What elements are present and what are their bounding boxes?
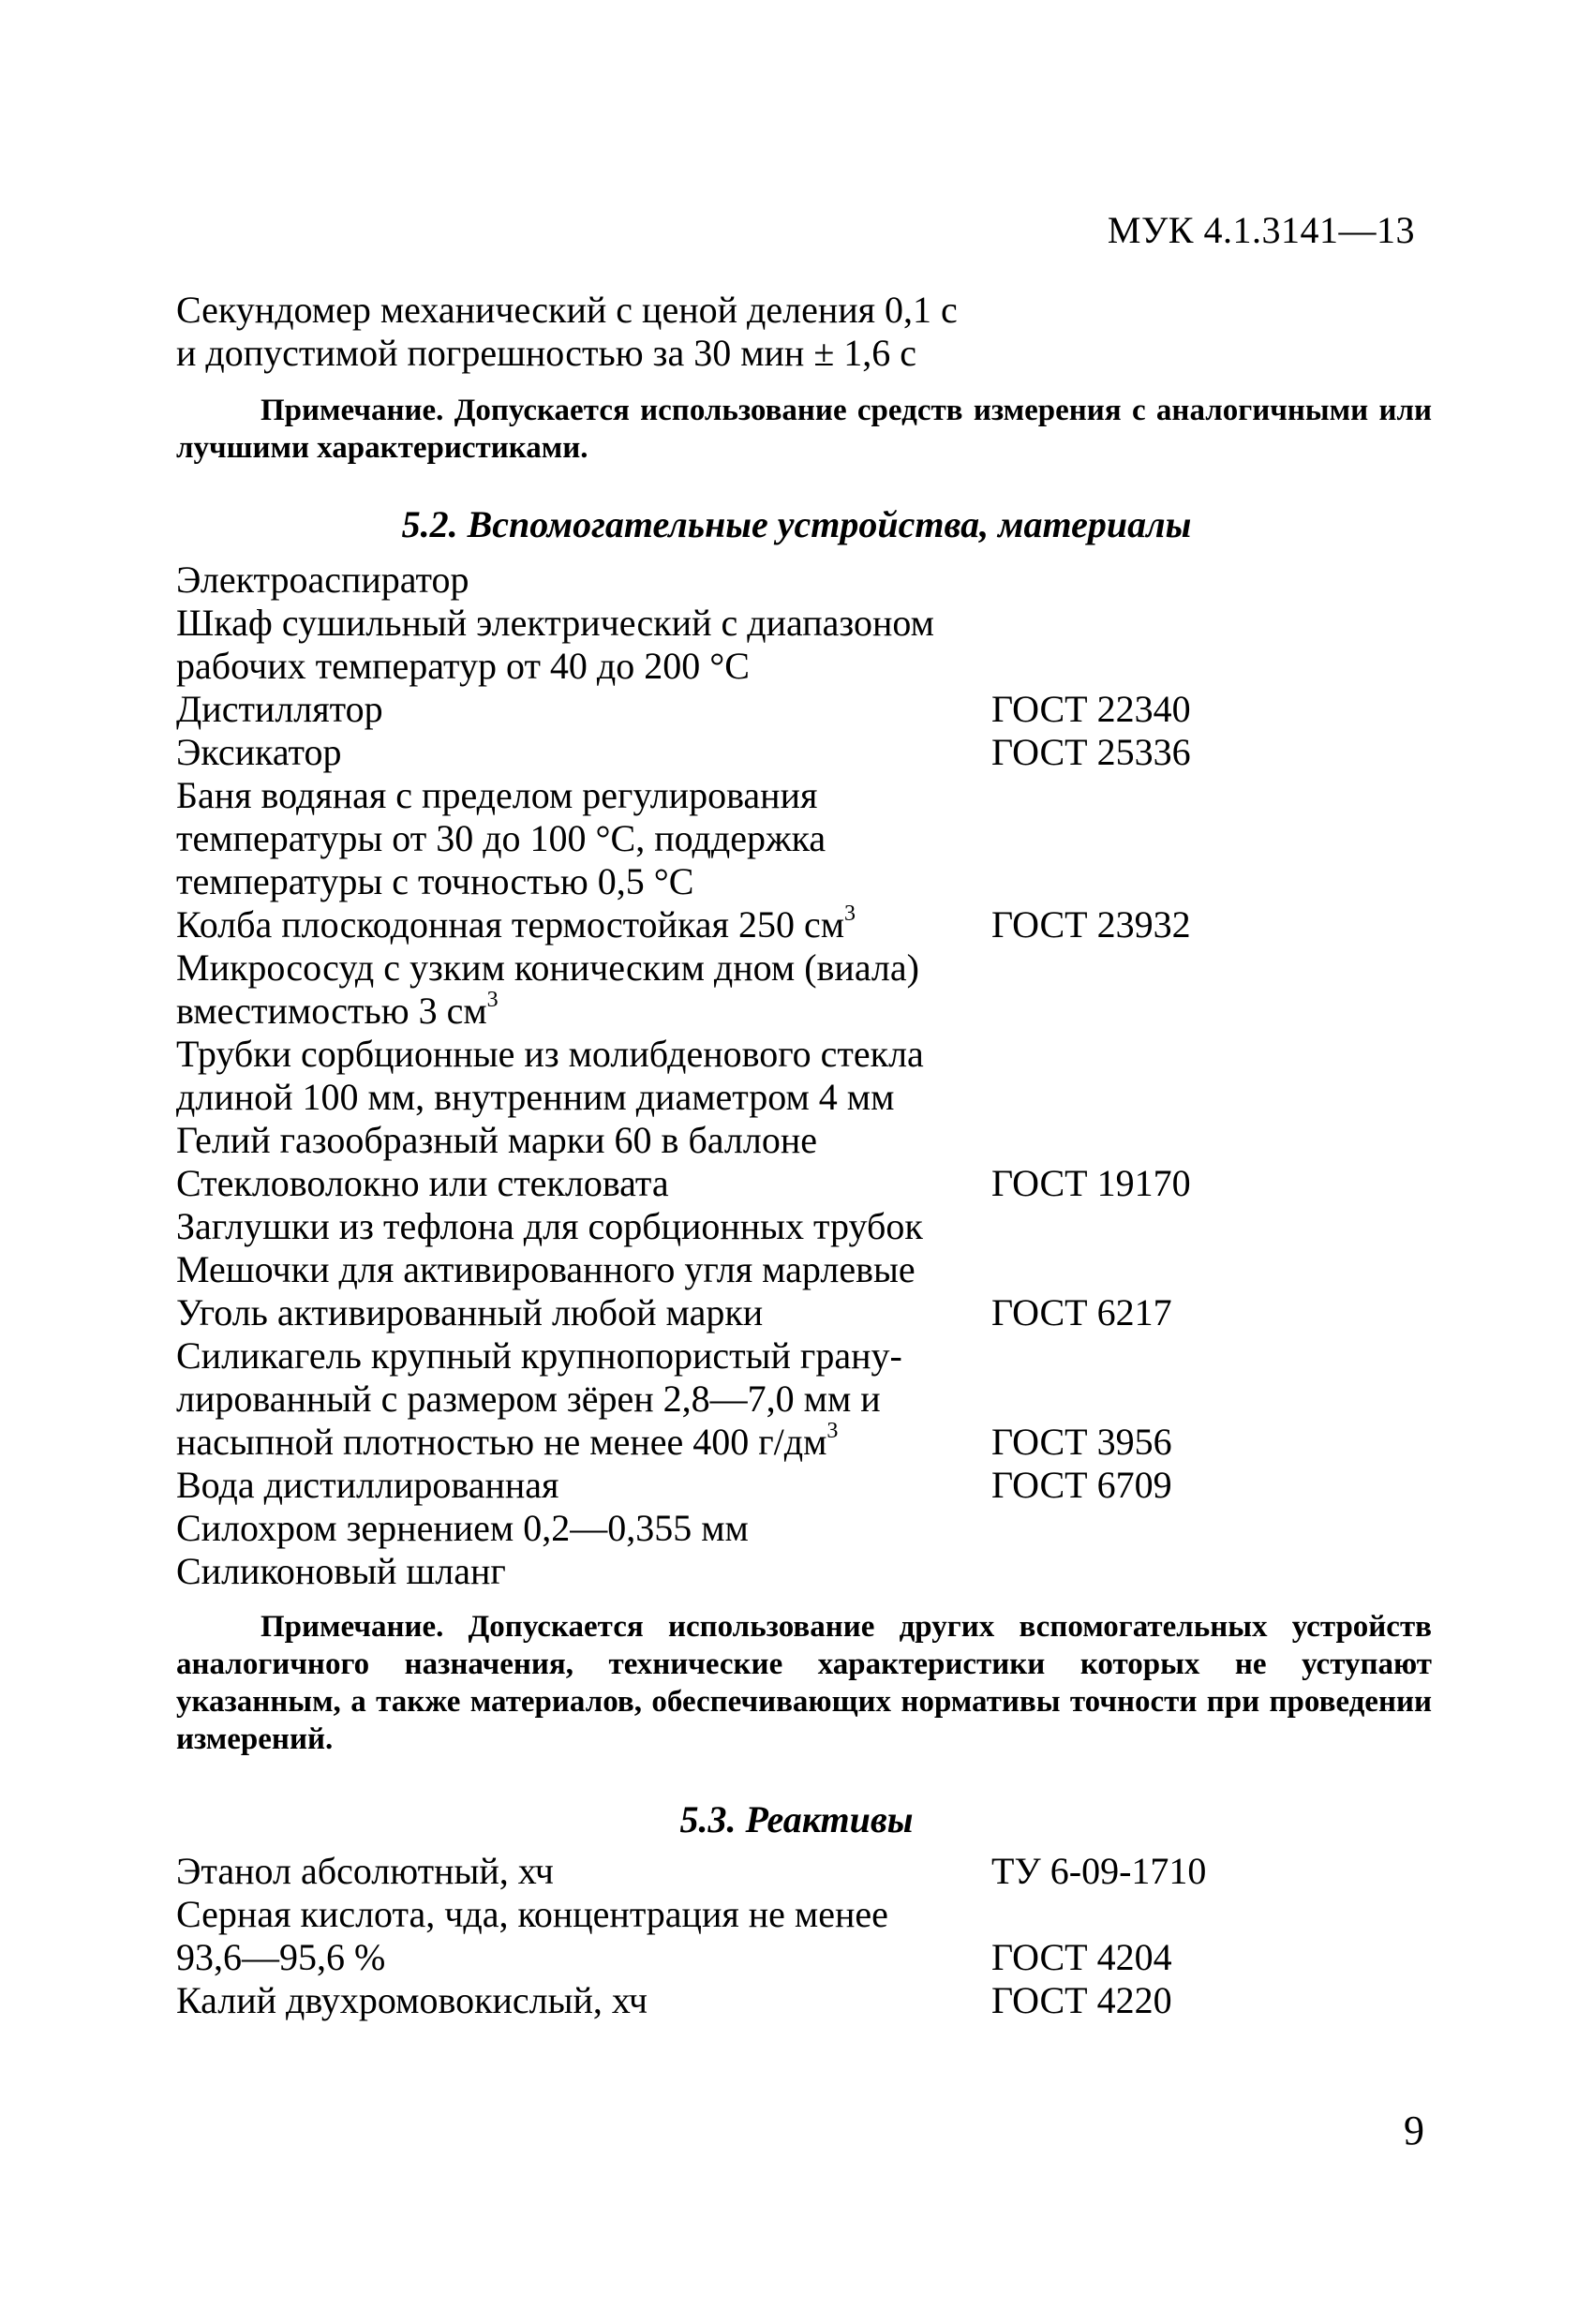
item-name [176, 1979, 648, 2022]
item-name [176, 1205, 923, 1248]
item-standard: ГОСТ 6709 [991, 1464, 1172, 1506]
item-name-text: Электроаспиратор [176, 559, 469, 601]
item-name-text: Дистиллятор [176, 688, 383, 730]
list-row [176, 1162, 1432, 1205]
item-name [176, 1936, 385, 1979]
item-name [176, 1421, 838, 1464]
item-name [176, 1119, 817, 1162]
item-name [176, 1507, 749, 1550]
list-row [176, 860, 1432, 903]
item-standard: ГОСТ 4220 [991, 1979, 1172, 2021]
item-name [176, 559, 469, 602]
item-name [176, 1033, 924, 1076]
item-name-text: Гелий газообразный марки 60 в баллоне [176, 1119, 817, 1161]
list-row [176, 1893, 1432, 1936]
item-name [176, 903, 856, 946]
list-row [176, 1550, 1432, 1593]
item-name-text: Мешочки для активированного угля марлевые [176, 1248, 916, 1290]
list-row [176, 1291, 1432, 1334]
intro-line: Секундомер механический с ценой деления 0,1 с [176, 289, 958, 331]
item-name-text: Силиконовый шланг [176, 1550, 506, 1592]
list-row [176, 559, 1432, 602]
list-row [176, 1507, 1432, 1550]
item-name-text: Калий двухромовокислый, хч [176, 1979, 648, 2021]
item-name [176, 688, 383, 731]
note-label: Примечание [261, 394, 437, 427]
list-row [176, 1378, 1432, 1421]
item-name [176, 602, 934, 645]
item-name-text: Трубки сорбционные из молибденового стекла [176, 1033, 924, 1075]
item-name [176, 1893, 888, 1936]
item-standard: ГОСТ 4204 [991, 1936, 1172, 1978]
item-name [176, 1076, 894, 1119]
item-name-text: 93,6—95,6 % [176, 1936, 386, 1978]
list-row [176, 1033, 1432, 1076]
list-row [176, 731, 1432, 774]
item-name [176, 731, 342, 774]
unit-superscript: 3 [826, 1419, 839, 1443]
item-name-text: Эксикатор [176, 731, 342, 773]
list-row [176, 990, 1432, 1033]
item-name-text: температуры от 30 до 100 °С, поддержка [176, 817, 826, 859]
item-name [176, 774, 817, 817]
intro-line: и допустимой погрешностью за 30 мин ± 1,6 с [176, 332, 917, 374]
item-standard: ГОСТ 23932 [991, 903, 1191, 946]
item-name [176, 1334, 902, 1378]
document-code: МУК 4.1.3141—13 [1107, 209, 1415, 251]
list-row [176, 1248, 1432, 1291]
list-row [176, 1076, 1432, 1119]
note-text: Допускается использование других вспомогательных устройств аналогичного назначения, технические характеристики которых не уступают указанным, а также материалов, обеспечивающих нормативы точности при проведении измерений. [176, 1610, 1432, 1756]
list-row [176, 602, 1432, 645]
item-name-text: Стекловолокно или стекловата [176, 1162, 669, 1204]
list-row [176, 1421, 1432, 1464]
item-name [176, 1162, 669, 1205]
item-name [176, 645, 750, 688]
item-standard: ГОСТ 3956 [991, 1421, 1172, 1463]
item-name-text: лированный с размером зёрен 2,8—7,0 мм и [176, 1378, 881, 1420]
reagents-list [176, 1850, 1432, 2022]
item-name [176, 1248, 916, 1291]
section-heading-5-3: 5.3. Реактивы [679, 1798, 914, 1840]
list-row [176, 645, 1432, 688]
item-name-text: Серная кислота, чда, концентрация не менее [176, 1893, 888, 1935]
list-row [176, 1850, 1432, 1893]
list-row [176, 817, 1432, 860]
item-name [176, 1464, 558, 1507]
stopwatch-description [176, 289, 1432, 375]
item-name-text: насыпной плотностью не менее 400 г/дм [176, 1421, 827, 1463]
note-label: Примечание. [261, 1610, 444, 1644]
item-name-text: длиной 100 мм, внутренним диаметром 4 мм [176, 1076, 895, 1118]
list-row [176, 774, 1432, 817]
item-name-text: Уголь активированный любой марки [176, 1291, 764, 1333]
item-name-text: Баня водяная с пределом регулирования [176, 774, 818, 816]
item-name-text: Этанол абсолютный, хч [176, 1850, 554, 1892]
item-name-text: Заглушки из тефлона для сорбционных трубок [176, 1205, 923, 1247]
list-row [176, 946, 1432, 990]
list-row [176, 903, 1432, 946]
list-row [176, 1979, 1432, 2022]
page-number: 9 [1404, 2108, 1424, 2153]
item-name-text: Колба плоскодонная термостойкая 250 см [176, 903, 845, 946]
item-name-text: вместимостью 3 см [176, 990, 487, 1032]
item-name [176, 860, 693, 903]
section-heading-5-2: 5.2. Вспомогательные устройства, материалы [401, 503, 1192, 545]
list-row [176, 1334, 1432, 1378]
item-standard: ГОСТ 6217 [991, 1291, 1172, 1333]
unit-superscript: 3 [486, 988, 499, 1012]
item-name [176, 990, 499, 1033]
list-row [176, 1464, 1432, 1507]
note-auxiliary [176, 1608, 1432, 1758]
item-standard: ТУ 6-09-1710 [991, 1850, 1207, 1892]
item-name-text: Вода дистиллированная [176, 1464, 559, 1506]
item-name-text: Силикагель крупный крупнопористый грану- [176, 1334, 902, 1377]
item-standard: ГОСТ 22340 [991, 688, 1191, 730]
item-name [176, 1378, 881, 1421]
item-name [176, 1291, 763, 1334]
list-row [176, 1936, 1432, 1979]
item-name-text: температуры с точностью 0,5 °С [176, 860, 694, 902]
item-name [176, 1550, 506, 1593]
item-name-text: Силохром зернением 0,2—0,355 мм [176, 1507, 749, 1549]
item-name-text: Шкаф сушильный электрический с диапазоном [176, 602, 934, 644]
item-name-text: Микрососуд с узким коническим дном (виала) [176, 946, 919, 989]
item-standard: ГОСТ 19170 [991, 1162, 1191, 1204]
item-name-text: рабочих температур от 40 до 200 °С [176, 645, 750, 687]
note-text: . Допускается использование средств измерения с аналогичными или лучшими характеристиками. [176, 394, 1432, 465]
unit-superscript: 3 [844, 901, 856, 926]
item-name [176, 1850, 554, 1893]
note-measurement [176, 392, 1432, 467]
item-standard: ГОСТ 25336 [991, 731, 1191, 773]
item-name [176, 946, 919, 990]
list-row [176, 1205, 1432, 1248]
item-name [176, 817, 826, 860]
list-row [176, 688, 1432, 731]
list-row [176, 1119, 1432, 1162]
equipment-list [176, 559, 1432, 1593]
